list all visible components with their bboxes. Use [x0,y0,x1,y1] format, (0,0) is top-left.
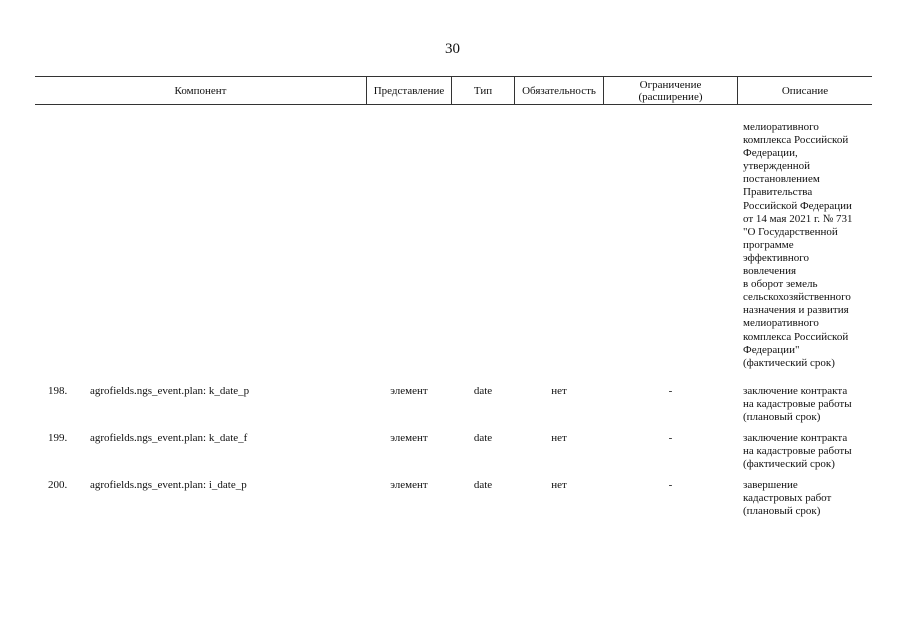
row-number: 198. [48,385,68,397]
row-representation: элемент [390,432,428,444]
row-representation: элемент [390,385,428,397]
header-type: Тип [473,84,493,97]
row-number: 199. [48,432,68,444]
row-restriction: - [668,385,673,397]
row-type: date [473,385,493,397]
row-component: agrofields.ngs_event.plan: k_date_f [90,432,248,444]
row-type: date [473,432,493,444]
row-restriction: - [668,432,673,444]
row-mandatory: нет [551,479,567,491]
table-header-bottom-border [35,104,872,105]
header-component: Компонент [174,84,227,97]
row-number: 200. [48,479,68,491]
row-component: agrofields.ngs_event.plan: i_date_p [90,479,247,491]
row-mandatory: нет [551,385,567,397]
row-type: date [473,479,493,491]
row-component: agrofields.ngs_event.plan: k_date_p [90,385,250,397]
row-mandatory: нет [551,432,567,444]
header-description: Описание [781,84,829,97]
row-description: завершение кадастровых работ (плановый срок) [743,479,832,518]
row-representation: элемент [390,479,428,491]
continued-description: мелиоративного комплекса Российской Федерации, утвержденной постановлением Правительства Российской Федерации от 14 мая 2021 г. № 731 "О Государственной программе эффективного вовлечения в оборот земель сельскохозяйственного назначения и развития мелиоративного комплекса Российской Федерации" (фактический срок) [743,121,853,369]
page-number: 30 [445,41,460,57]
header-representation: Представление [373,84,445,97]
header-restriction: Ограничение (расширение) [638,78,703,103]
row-restriction: - [668,479,673,491]
header-mandatory: Обязательность [522,84,596,97]
row-description: заключение контракта на кадастровые работы (плановый срок) [743,385,852,424]
row-description: заключение контракта на кадастровые работы (фактический срок) [743,432,852,471]
